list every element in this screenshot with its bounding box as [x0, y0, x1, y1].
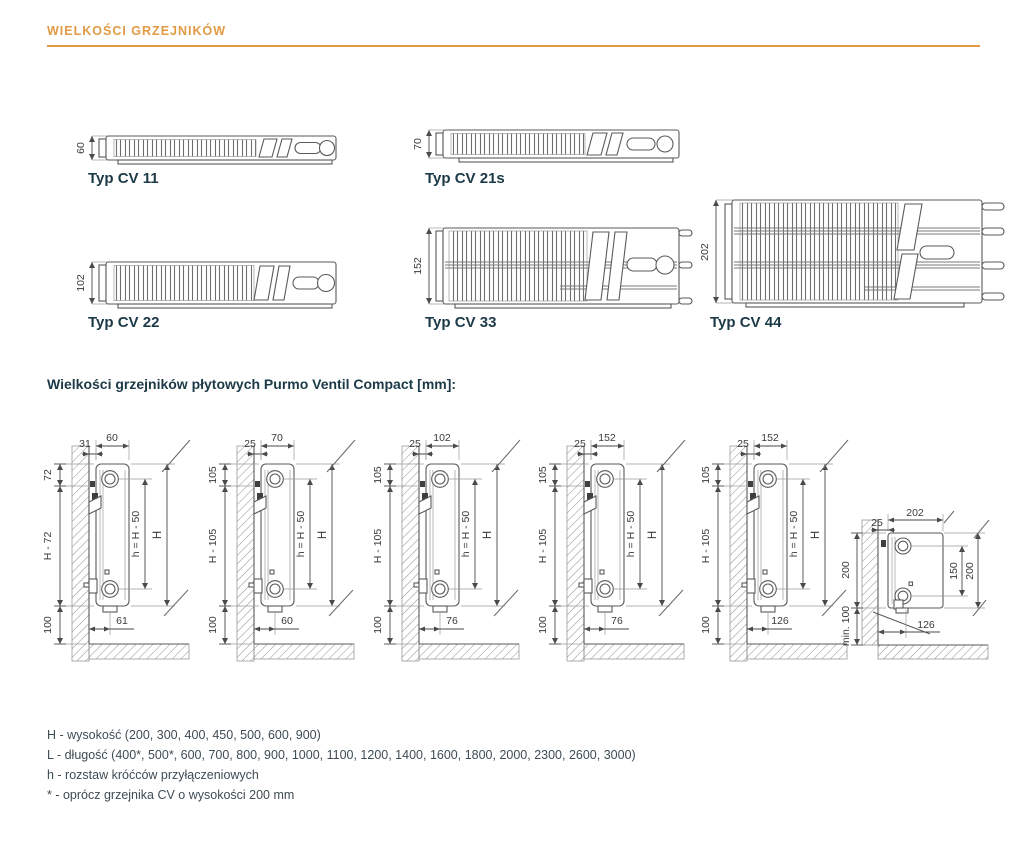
dim-middle: H - 105 [537, 528, 549, 564]
cv21s-depth-dim: 70 [412, 138, 424, 150]
footnote-asterisk: * - oprócz grzejnika CV o wysokości 200 mm [47, 788, 295, 802]
dim-hub: h = H - 50 [788, 510, 800, 558]
dim-depth: 60 [106, 432, 118, 444]
dim-wall-gap: 25 [871, 517, 883, 529]
dim-middle: H - 105 [372, 528, 384, 564]
dim-depth: 102 [433, 432, 451, 444]
dim-wall-gap: 25 [409, 438, 421, 450]
dim-wall-gap: 25 [737, 438, 749, 450]
dim-depth: 152 [598, 432, 616, 444]
dim-middle: H - 105 [207, 528, 219, 564]
dim-depth: 202 [906, 507, 924, 519]
dim-bottom: 100 [537, 616, 549, 634]
cv33-label: Typ CV 33 [425, 314, 497, 331]
dim-height: H [152, 530, 164, 540]
dim-bottom: 100 [207, 616, 219, 634]
page-title: WIELKOŚCI GRZEJNIKÓW [47, 24, 227, 38]
dim-height-left: 200 [840, 561, 852, 579]
dim-middle: H - 72 [42, 531, 54, 561]
cv44-depth-dim: 202 [699, 243, 711, 261]
cv22-depth-dim: 102 [75, 274, 87, 292]
side-view-cv21s [207, 424, 372, 679]
dim-hub: h = H - 50 [295, 510, 307, 558]
dim-offset: 61 [116, 615, 128, 627]
cv44-label: Typ CV 44 [710, 314, 782, 331]
dim-wall-gap: 31 [79, 438, 91, 450]
dim-top: 105 [700, 466, 712, 484]
header-rule [47, 45, 980, 47]
dim-middle: H - 105 [700, 528, 712, 564]
dim-min-floor: min. 100 [840, 605, 852, 647]
dim-offset: 76 [611, 615, 623, 627]
dim-hub: h = H - 50 [625, 510, 637, 558]
side-view-cv11 [42, 424, 207, 679]
footnote-height: H - wysokość (200, 300, 400, 450, 500, 600, 900) [47, 728, 321, 742]
dim-hub: h = H - 50 [130, 510, 142, 558]
footnote-hub: h - rozstaw króćców przyłączeniowych [47, 768, 259, 782]
dim-hub: 150 [948, 562, 960, 580]
cv11-depth-dim: 60 [75, 142, 87, 154]
dim-offset: 126 [771, 615, 789, 627]
dim-offset: 60 [281, 615, 293, 627]
side-view-cv22 [372, 424, 537, 679]
cv21s-label: Typ CV 21s [425, 170, 505, 187]
dim-bottom: 100 [700, 616, 712, 634]
footnote-length: L - długość (400*, 500*, 600, 700, 800, 900, 1000, 1100, 1200, 1400, 1600, 1800, 2000, 2300, 2600, 3000) [47, 748, 636, 762]
dim-offset: 76 [446, 615, 458, 627]
dim-top: 105 [537, 466, 549, 484]
dim-bottom: 100 [372, 616, 384, 634]
section-title: Wielkości grzejników płytowych Purmo Ventil Compact [mm]: [47, 376, 457, 392]
dim-depth: 70 [271, 432, 283, 444]
dim-offset: 126 [917, 619, 935, 631]
dim-height-right: 200 [964, 562, 976, 580]
side-view-cv33 [537, 424, 702, 679]
dim-height: H [482, 530, 494, 540]
footnotes [47, 728, 636, 808]
dim-height: H [647, 530, 659, 540]
cv33-top-view-drawing [412, 220, 705, 324]
cv33-depth-dim: 152 [412, 257, 424, 275]
dim-depth: 152 [761, 432, 779, 444]
corner-view-cv44-low [840, 490, 1027, 680]
dim-wall-gap: 25 [244, 438, 256, 450]
dim-hub: h = H - 50 [460, 510, 472, 558]
cv11-top-view-drawing [75, 126, 363, 174]
cv21s-top-view-drawing [412, 120, 705, 176]
dim-top: 105 [372, 466, 384, 484]
dim-top: 72 [42, 469, 54, 481]
cv44-top-view-drawing [700, 190, 1027, 324]
cv22-label: Typ CV 22 [88, 314, 160, 331]
dim-bottom: 100 [42, 616, 54, 634]
dim-height: H [810, 530, 822, 540]
dim-top: 105 [207, 466, 219, 484]
cv11-label: Typ CV 11 [88, 170, 159, 187]
dim-height: H [317, 530, 329, 540]
cv22-top-view-drawing [75, 254, 363, 320]
dim-wall-gap: 25 [574, 438, 586, 450]
